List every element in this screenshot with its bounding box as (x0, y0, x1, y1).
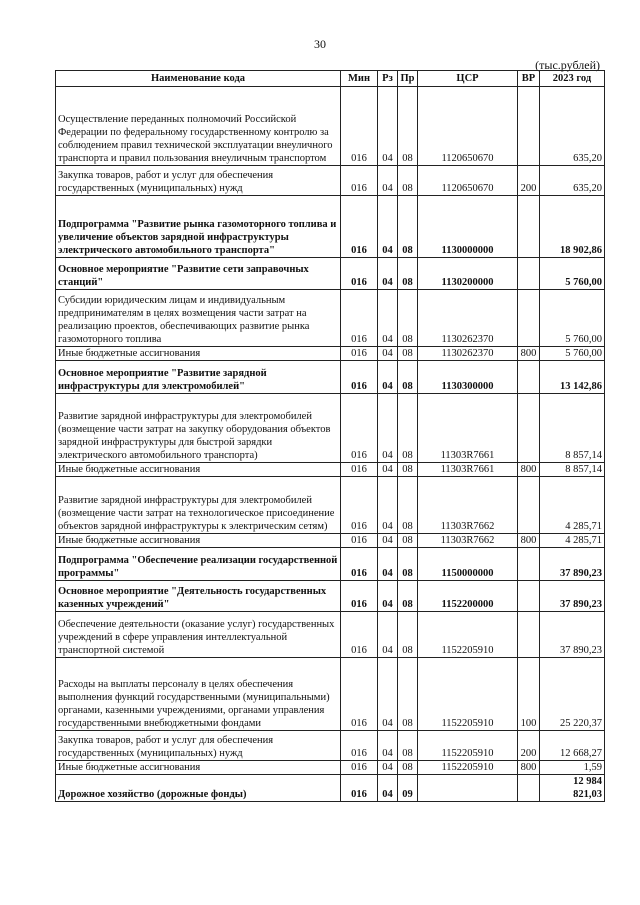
table-row (56, 394, 605, 463)
table-row (56, 731, 605, 761)
header-pr: Пр (398, 71, 418, 87)
row-name: Иные бюджетные ассигнования (56, 761, 341, 775)
table-row (56, 258, 605, 290)
row-min: 016 (341, 731, 378, 761)
row-csr: 1120650670 (418, 166, 518, 196)
header-rz: Рз (378, 71, 398, 87)
row-sum: 18 902,86 (540, 196, 605, 258)
row-csr: 1152205910 (418, 612, 518, 658)
row-name: Дорожное хозяйство (дорожные фонды) (56, 775, 341, 802)
row-sum: 13 142,86 (540, 361, 605, 394)
row-pr: 08 (398, 347, 418, 361)
row-pr: 09 (398, 775, 418, 802)
row-min: 016 (341, 548, 378, 581)
row-rz: 04 (378, 166, 398, 196)
page-number: 30 (314, 37, 326, 51)
row-sum: 12 668,27 (540, 731, 605, 761)
row-pr: 08 (398, 166, 418, 196)
row-csr: 1130262370 (418, 347, 518, 361)
row-rz: 04 (378, 347, 398, 361)
row-min: 016 (341, 761, 378, 775)
table-row (56, 534, 605, 548)
row-name: Расходы на выплаты персоналу в целях обеспечения выполнения функций государственными (муниципальными) органами, казенными учреждениями, органами управления государственными внебюджетными фондами (56, 658, 341, 731)
table-header-row (56, 71, 605, 87)
row-pr: 08 (398, 394, 418, 463)
row-csr: 1152205910 (418, 731, 518, 761)
row-min: 016 (341, 775, 378, 802)
row-name: Иные бюджетные ассигнования (56, 534, 341, 548)
row-vr: 200 (518, 166, 540, 196)
row-vr: 100 (518, 658, 540, 731)
row-min: 016 (341, 477, 378, 534)
row-csr: 11303R7662 (418, 534, 518, 548)
row-min: 016 (341, 658, 378, 731)
row-name: Развитие зарядной инфраструктуры для электромобилей (возмещение части затрат на закупку оборудования объектов зарядной инфраструктуры для быстрой зарядки электрического автомобильного транспорта) (56, 394, 341, 463)
header-name: Наименование кода (56, 71, 341, 87)
table-row (56, 463, 605, 477)
row-min: 016 (341, 394, 378, 463)
table-row (56, 477, 605, 534)
row-vr (518, 196, 540, 258)
row-rz: 04 (378, 87, 398, 166)
row-sum: 25 220,37 (540, 658, 605, 731)
row-pr: 08 (398, 361, 418, 394)
row-pr: 08 (398, 290, 418, 347)
header-sum: 2023 год (540, 71, 605, 87)
row-name: Основное мероприятие "Деятельность государственных казенных учреждений" (56, 581, 341, 612)
table-row (56, 658, 605, 731)
row-vr (518, 258, 540, 290)
units-label: (тыс.рублей) (535, 58, 600, 72)
row-pr: 08 (398, 477, 418, 534)
row-min: 016 (341, 463, 378, 477)
row-csr: 11303R7661 (418, 463, 518, 477)
row-sum: 37 890,23 (540, 548, 605, 581)
row-rz: 04 (378, 463, 398, 477)
row-sum: 4 285,71 (540, 534, 605, 548)
row-rz: 04 (378, 581, 398, 612)
row-csr: 1130262370 (418, 290, 518, 347)
row-csr: 1130300000 (418, 361, 518, 394)
row-pr: 08 (398, 761, 418, 775)
row-name: Субсидии юридическим лицам и индивидуальным предпринимателям в целях возмещения части затрат на реализацию проектов, обеспечивающих развитие рынка газомоторного топлива (56, 290, 341, 347)
row-min: 016 (341, 196, 378, 258)
table-row (56, 196, 605, 258)
row-sum: 5 760,00 (540, 258, 605, 290)
row-sum: 4 285,71 (540, 477, 605, 534)
row-name: Развитие зарядной инфраструктуры для электромобилей (возмещение части затрат на технологическое присоединение объектов зарядной инфраструктуры к электрическим сетям) (56, 477, 341, 534)
row-sum: 5 760,00 (540, 347, 605, 361)
row-min: 016 (341, 290, 378, 347)
header-vr: ВР (518, 71, 540, 87)
row-name: Иные бюджетные ассигнования (56, 463, 341, 477)
table-row (56, 290, 605, 347)
row-vr: 800 (518, 761, 540, 775)
row-name: Обеспечение деятельности (оказание услуг) государственных учреждений в сфере управления интеллектуальной транспортной системой (56, 612, 341, 658)
row-csr: 1150000000 (418, 548, 518, 581)
row-rz: 04 (378, 290, 398, 347)
row-min: 016 (341, 581, 378, 612)
row-vr (518, 290, 540, 347)
header-min: Мин (341, 71, 378, 87)
table-row (56, 548, 605, 581)
row-sum: 8 857,14 (540, 463, 605, 477)
row-csr (418, 775, 518, 802)
row-vr: 800 (518, 534, 540, 548)
row-vr (518, 394, 540, 463)
row-pr: 08 (398, 548, 418, 581)
row-rz: 04 (378, 731, 398, 761)
row-sum: 8 857,14 (540, 394, 605, 463)
table-row (56, 361, 605, 394)
row-sum: 37 890,23 (540, 612, 605, 658)
row-name: Осуществление переданных полномочий Российской Федерации по федеральному государственному контролю за соблюдением правил технической эксплуатации внеуличного транспорта и правил пользования внеуличным транспортом (56, 87, 341, 166)
row-min: 016 (341, 612, 378, 658)
table-row (56, 347, 605, 361)
row-pr: 08 (398, 612, 418, 658)
header-csr: ЦСР (418, 71, 518, 87)
row-sum: 635,20 (540, 87, 605, 166)
row-min: 016 (341, 361, 378, 394)
row-min: 016 (341, 87, 378, 166)
row-name: Закупка товаров, работ и услуг для обеспечения государственных (муниципальных) нужд (56, 166, 341, 196)
row-csr: 1120650670 (418, 87, 518, 166)
row-csr: 11303R7661 (418, 394, 518, 463)
row-rz: 04 (378, 394, 398, 463)
row-csr: 1152200000 (418, 581, 518, 612)
budget-table (55, 70, 605, 802)
row-rz: 04 (378, 775, 398, 802)
row-pr: 08 (398, 196, 418, 258)
row-pr: 08 (398, 87, 418, 166)
row-rz: 04 (378, 612, 398, 658)
row-pr: 08 (398, 658, 418, 731)
row-min: 016 (341, 347, 378, 361)
row-pr: 08 (398, 731, 418, 761)
row-sum: 12 984 821,03 (540, 775, 605, 802)
row-pr: 08 (398, 463, 418, 477)
row-name: Иные бюджетные ассигнования (56, 347, 341, 361)
row-min: 016 (341, 258, 378, 290)
row-sum: 5 760,00 (540, 290, 605, 347)
row-min: 016 (341, 534, 378, 548)
row-name: Подпрограмма "Развитие рынка газомоторного топлива и увеличение объектов зарядной инфраструктуры электрического автомобильного транспорта" (56, 196, 341, 258)
row-csr: 1152205910 (418, 761, 518, 775)
row-csr: 1130000000 (418, 196, 518, 258)
row-vr: 200 (518, 731, 540, 761)
row-rz: 04 (378, 477, 398, 534)
row-csr: 1130200000 (418, 258, 518, 290)
row-pr: 08 (398, 258, 418, 290)
row-rz: 04 (378, 258, 398, 290)
row-csr: 11303R7662 (418, 477, 518, 534)
table-row (56, 581, 605, 612)
row-rz: 04 (378, 548, 398, 581)
row-rz: 04 (378, 361, 398, 394)
row-vr (518, 361, 540, 394)
row-vr: 800 (518, 463, 540, 477)
row-vr (518, 581, 540, 612)
row-pr: 08 (398, 534, 418, 548)
row-rz: 04 (378, 761, 398, 775)
row-rz: 04 (378, 196, 398, 258)
row-csr: 1152205910 (418, 658, 518, 731)
table-row (56, 761, 605, 775)
table-row (56, 612, 605, 658)
row-vr (518, 775, 540, 802)
row-vr (518, 477, 540, 534)
row-name: Закупка товаров, работ и услуг для обеспечения государственных (муниципальных) нужд (56, 731, 341, 761)
row-vr (518, 87, 540, 166)
row-rz: 04 (378, 534, 398, 548)
row-sum: 37 890,23 (540, 581, 605, 612)
row-name: Подпрограмма "Обеспечение реализации государственной программы" (56, 548, 341, 581)
table-row (56, 775, 605, 802)
table-row (56, 87, 605, 166)
row-rz: 04 (378, 658, 398, 731)
row-name: Основное мероприятие "Развитие сети заправочных станций" (56, 258, 341, 290)
row-vr: 800 (518, 347, 540, 361)
row-name: Основное мероприятие "Развитие зарядной инфраструктуры для электромобилей" (56, 361, 341, 394)
row-sum: 635,20 (540, 166, 605, 196)
table-row (56, 166, 605, 196)
row-pr: 08 (398, 581, 418, 612)
row-sum: 1,59 (540, 761, 605, 775)
row-vr (518, 612, 540, 658)
row-min: 016 (341, 166, 378, 196)
row-vr (518, 548, 540, 581)
